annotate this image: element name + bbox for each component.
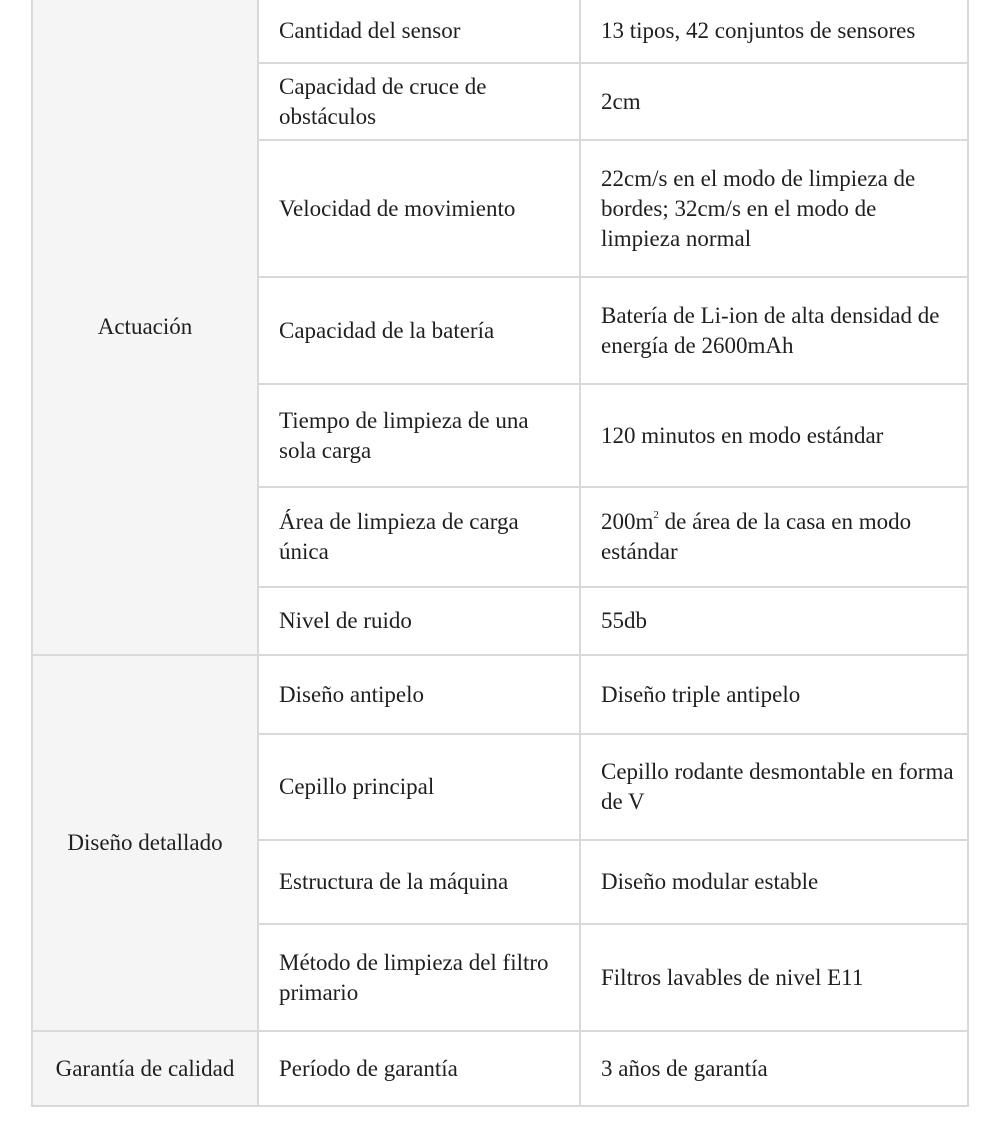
attribute-cell: Método de limpieza del filtro primario [258,924,580,1031]
table-row [32,1031,968,1106]
attribute-cell: Cepillo principal [258,734,580,840]
value-cell: Filtros lavables de nivel E11 [580,924,968,1031]
attribute-cell: Nivel de ruido [258,587,580,655]
attribute-cell: Velocidad de movimiento [258,140,580,277]
attribute-cell: Estructura de la máquina [258,840,580,924]
attribute-cell: Área de limpieza de carga única [258,487,580,587]
value-cell: 22cm/s en el modo de limpieza de bordes; 32cm/s en el modo de limpieza normal [580,140,968,277]
value-main: 200m [601,509,654,534]
category-cell: Diseño detallado [32,655,258,1031]
attribute-cell: Capacidad de cruce de obstáculos [258,63,580,140]
attribute-cell: Diseño antipelo [258,655,580,734]
value-rest: de área de la casa en modo estándar [601,509,912,564]
attribute-cell: Tiempo de limpieza de una sola carga [258,384,580,487]
value-cell: 13 tipos, 42 conjuntos de sensores [580,0,968,63]
value-cell: 120 minutos en modo estándar [580,384,968,487]
value-cell: 55db [580,587,968,655]
spec-table [31,0,969,1107]
superscript: 2 [653,509,659,522]
attribute-cell: Cantidad del sensor [258,0,580,63]
value-cell: Diseño modular estable [580,840,968,924]
category-cell: Garantía de calidad [32,1031,258,1106]
value-cell: 2cm [580,63,968,140]
category-cell: Actuación [32,0,258,655]
table-row [32,0,968,63]
value-cell: Diseño triple antipelo [580,655,968,734]
value-cell [580,487,968,587]
value-cell: 3 años de garantía [580,1031,968,1106]
attribute-cell: Capacidad de la batería [258,277,580,384]
value-cell: Cepillo rodante desmontable en forma de V [580,734,968,840]
table-row [32,655,968,734]
attribute-cell: Período de garantía [258,1031,580,1106]
value-cell: Batería de Li-ion de alta densidad de energía de 2600mAh [580,277,968,384]
